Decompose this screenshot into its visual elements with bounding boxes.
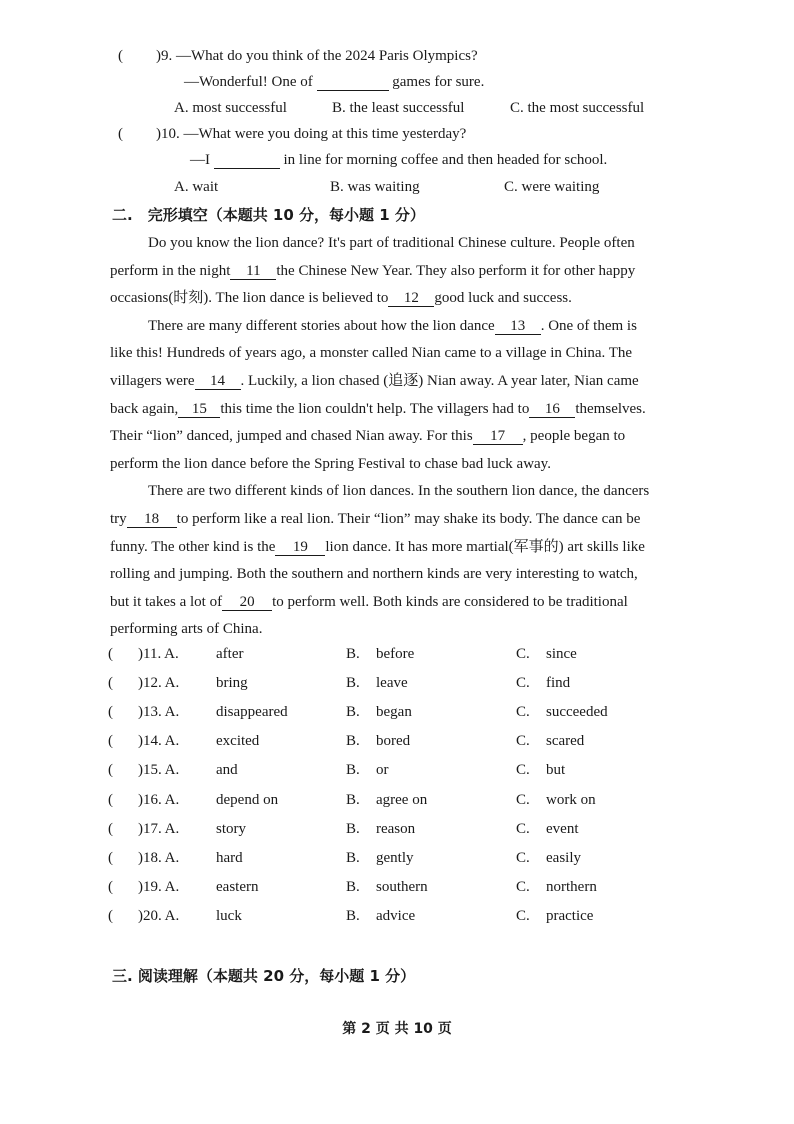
blank-13[interactable]: 13 <box>495 318 541 335</box>
option-c-label: C. <box>516 675 530 692</box>
option-b-label: B. <box>346 791 360 808</box>
option-c[interactable]: northern <box>546 878 597 895</box>
option-b[interactable]: agree on <box>376 791 428 808</box>
option-a[interactable]: hard <box>216 849 243 866</box>
passage-line: try 18 to perform like a real lion. Their “lion” may shake its body. The dance can be <box>110 510 641 527</box>
option-b[interactable]: before <box>376 646 415 662</box>
cloze-passage <box>110 230 722 644</box>
passage-line: performing arts of China. <box>110 621 263 638</box>
option-b-label: B. <box>346 820 360 837</box>
answer-paren[interactable]: ( <box>108 646 113 662</box>
option-a[interactable]: A. most successful <box>174 100 287 116</box>
cloze-question-row <box>104 704 624 728</box>
passage-line: Do you know the lion dance? It's part of traditional Chinese culture. People often <box>148 235 635 251</box>
cloze-question-row <box>104 646 624 670</box>
option-b[interactable]: or <box>376 762 389 779</box>
question-number: )17. A. <box>138 820 180 837</box>
passage-line: occasions(时刻). The lion dance is believed to 12 good luck and success. <box>110 290 572 307</box>
passage-line: perform the lion dance before the Spring Festival to chase bad luck away. <box>110 455 551 472</box>
question-number: )14. A. <box>138 733 180 750</box>
option-c-label: C. <box>516 849 530 866</box>
option-b[interactable]: gently <box>376 849 414 866</box>
option-c[interactable]: easily <box>546 849 581 866</box>
option-a[interactable]: bring <box>216 675 248 692</box>
option-c[interactable]: C. were waiting <box>504 179 600 195</box>
option-c-label: C. <box>516 820 530 837</box>
cloze-question-row <box>104 850 624 874</box>
question-number: )20. A. <box>138 907 180 924</box>
passage-line: villagers were 14 . Luckily, a lion chased (追逐) Nian away. A year later, Nian came <box>110 372 639 389</box>
option-c[interactable]: succeeded <box>546 704 608 721</box>
question-number: )12. A. <box>138 675 180 692</box>
option-c-label: C. <box>516 704 530 721</box>
passage-line: like this! Hundreds of years ago, a monster called Nian came to a village in China. The <box>110 345 633 362</box>
option-c[interactable]: work on <box>546 791 596 808</box>
blank-15[interactable]: 15 <box>178 401 220 418</box>
question-stem: )9. —What do you think of the 2024 Paris Olympics? <box>156 48 478 64</box>
option-c-label: C. <box>516 646 530 662</box>
passage-line: There are two different kinds of lion dances. In the southern lion dance, the dancers <box>148 483 650 500</box>
option-a[interactable]: A. wait <box>174 179 219 195</box>
option-a[interactable]: story <box>216 820 246 837</box>
passage-line: but it takes a lot of 20 to perform well. Both kinds are considered to be traditional <box>110 593 628 610</box>
cloze-question-row <box>104 792 624 816</box>
option-a[interactable]: excited <box>216 733 260 750</box>
page-number: 第 2 页 共 10 页 <box>342 1021 452 1037</box>
passage-line: back again, 15 this time the lion couldn't help. The villagers had to 16 themselves. <box>110 400 646 417</box>
answer-blank[interactable] <box>214 152 280 169</box>
blank-11[interactable]: 11 <box>230 263 276 280</box>
option-b[interactable]: bored <box>376 733 411 750</box>
option-b-label: B. <box>346 704 360 721</box>
option-a[interactable]: depend on <box>216 791 279 808</box>
cloze-question-row <box>104 733 624 757</box>
option-b[interactable]: leave <box>376 675 408 692</box>
option-b[interactable]: B. the least successful <box>332 100 465 116</box>
section-heading-cloze: 二. 完形填空（本题共 10 分，每小题 1 分） <box>112 206 425 224</box>
answer-paren[interactable]: ( <box>108 733 113 750</box>
answer-blank[interactable] <box>317 74 389 91</box>
option-b[interactable]: began <box>376 704 412 721</box>
section-heading-reading: 三. 阅读理解（本题共 20 分，每小题 1 分） <box>112 967 416 985</box>
option-c-label: C. <box>516 733 530 750</box>
cloze-question-row <box>104 879 624 903</box>
option-b[interactable]: southern <box>376 878 428 895</box>
blank-16[interactable]: 16 <box>529 401 575 418</box>
reply-line <box>184 74 484 91</box>
option-a[interactable]: disappeared <box>216 704 288 721</box>
passage-line: funny. The other kind is the 19 lion dance. It has more martial(军事的) art skills like <box>110 538 645 555</box>
option-b[interactable]: advice <box>376 907 416 924</box>
option-c-label: C. <box>516 878 530 895</box>
blank-18[interactable]: 18 <box>127 511 177 528</box>
option-a[interactable]: eastern <box>216 878 259 895</box>
option-c-label: C. <box>516 762 530 779</box>
question-number: )13. A. <box>138 704 180 721</box>
answer-paren[interactable]: ( <box>108 762 113 779</box>
blank-19[interactable]: 19 <box>275 539 325 556</box>
answer-paren[interactable]: ( <box>108 878 113 895</box>
option-b-label: B. <box>346 675 360 692</box>
option-c-label: C. <box>516 791 530 808</box>
passage-line: Their “lion” danced, jumped and chased Nian away. For this 17 , people began to <box>110 428 626 445</box>
option-b[interactable]: reason <box>376 820 416 837</box>
answer-paren[interactable]: ( <box>108 907 113 924</box>
question-number: )15. A. <box>138 762 180 779</box>
option-c[interactable]: since <box>546 646 577 662</box>
answer-paren[interactable]: ( <box>118 126 123 142</box>
option-a[interactable]: luck <box>216 907 242 924</box>
answer-paren[interactable]: ( <box>118 48 123 64</box>
blank-12[interactable]: 12 <box>388 290 434 307</box>
option-a[interactable]: after <box>216 646 244 662</box>
question-number: )11. A. <box>138 646 179 662</box>
option-c[interactable]: scared <box>546 733 585 750</box>
option-c[interactable]: find <box>546 675 571 692</box>
reply-text-post: games for sure. <box>392 74 485 90</box>
question-stem: )10. —What were you doing at this time yesterday? <box>156 126 467 142</box>
blank-14[interactable]: 14 <box>195 373 241 390</box>
reply-line <box>190 152 607 169</box>
answer-paren[interactable]: ( <box>108 849 113 866</box>
answer-paren[interactable]: ( <box>108 791 113 808</box>
option-b-label: B. <box>346 646 360 662</box>
passage-line: There are many different stories about how the lion dance 13 . One of them is <box>148 317 637 334</box>
option-c[interactable]: practice <box>546 907 594 924</box>
blank-17[interactable]: 17 <box>473 428 523 445</box>
answer-paren[interactable]: ( <box>108 704 113 721</box>
passage-line: rolling and jumping. Both the southern and northern kinds are very interesting to watch, <box>110 566 638 583</box>
option-c-label: C. <box>516 907 530 924</box>
option-b-label: B. <box>346 762 360 779</box>
answer-paren[interactable]: ( <box>108 675 113 692</box>
reply-text-pre: —I <box>190 152 210 168</box>
question-number: )19. A. <box>138 878 180 895</box>
cloze-question-row <box>104 762 624 786</box>
option-b-label: B. <box>346 733 360 750</box>
passage-line: perform in the night 11 the Chinese New Year. They also perform it for other happy <box>110 262 636 279</box>
cloze-question-row <box>104 675 624 699</box>
option-a[interactable]: and <box>216 762 238 779</box>
reply-text-post: in line for morning coffee and then headed for school. <box>283 152 608 168</box>
option-c[interactable]: C. the most successful <box>510 100 645 116</box>
option-c[interactable]: but <box>546 762 566 779</box>
option-c[interactable]: event <box>546 820 579 837</box>
option-b[interactable]: B. was waiting <box>330 179 420 195</box>
blank-20[interactable]: 20 <box>222 594 272 611</box>
option-b-label: B. <box>346 878 360 895</box>
answer-paren[interactable]: ( <box>108 820 113 837</box>
question-number: )18. A. <box>138 849 180 866</box>
cloze-question-row <box>104 821 624 845</box>
question-number: )16. A. <box>138 791 180 808</box>
cloze-question-row <box>104 908 624 932</box>
option-b-label: B. <box>346 907 360 924</box>
option-b-label: B. <box>346 849 360 866</box>
reply-text-pre: —Wonderful! One of <box>184 74 313 90</box>
